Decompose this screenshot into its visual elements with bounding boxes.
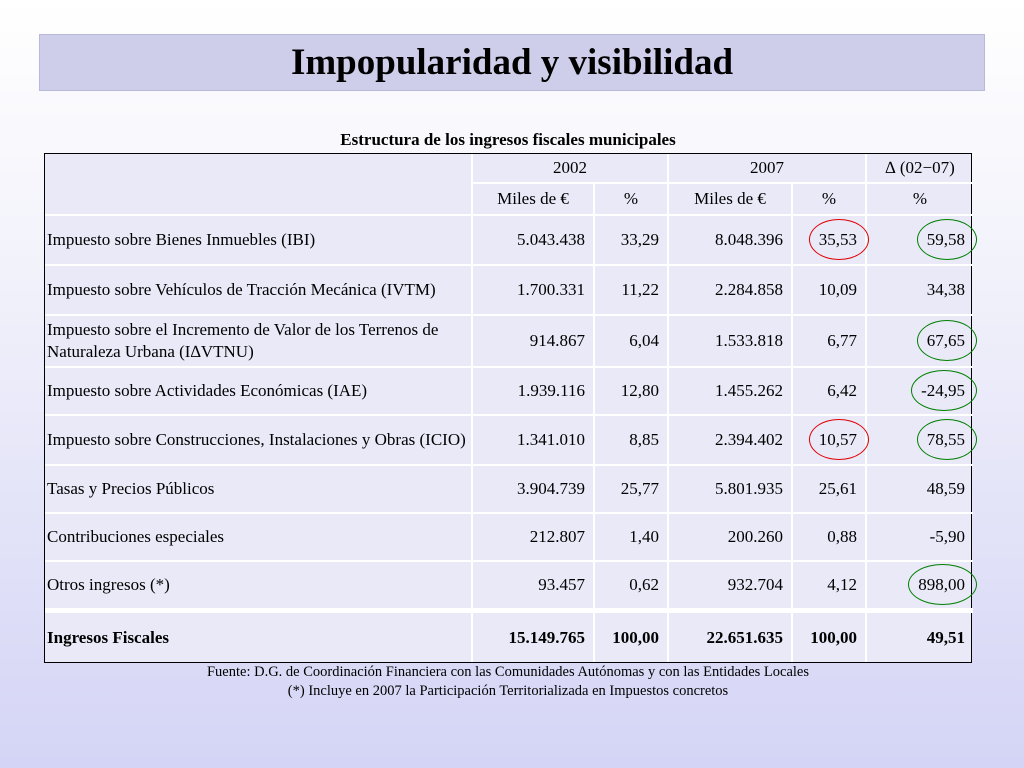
green-highlight-circle: 898,00: [918, 575, 965, 594]
header-year-2002: 2002: [473, 154, 669, 184]
row-value-2002: 914.867: [473, 316, 595, 368]
row-value-2002: 212.807: [473, 514, 595, 562]
row-concept: Otros ingresos (*): [45, 562, 473, 610]
row-concept: Impuesto sobre Bienes Inmuebles (IBI): [45, 216, 473, 266]
row-pct-2002: 12,80: [595, 368, 669, 416]
row-pct-2002: 25,77: [595, 466, 669, 514]
row-pct-2002: 6,04: [595, 316, 669, 368]
green-highlight-circle: 78,55: [926, 430, 965, 449]
red-highlight-circle: 35,53: [818, 230, 857, 249]
row-value-2002: 5.043.438: [473, 216, 595, 266]
header-blank-cell: [45, 154, 473, 216]
green-highlight-circle: 67,65: [926, 331, 965, 350]
row-pct-2007: 10,09: [793, 266, 867, 316]
row-pct-2007: 6,77: [793, 316, 867, 368]
table-row: [45, 562, 973, 610]
total-row: [45, 610, 973, 662]
row-value-2007: 200.260: [669, 514, 793, 562]
row-delta: -5,90: [867, 514, 973, 562]
row-pct-2002: 33,29: [595, 216, 669, 266]
row-concept: Tasas y Precios Públicos: [45, 466, 473, 514]
row-delta: [867, 416, 973, 466]
table-caption: Estructura de los ingresos fiscales municipales: [340, 130, 676, 149]
row-pct-2007: 4,12: [793, 562, 867, 610]
row-value-2007: 2.394.402: [669, 416, 793, 466]
row-pct-2007: 6,42: [793, 368, 867, 416]
row-value-2002: 93.457: [473, 562, 595, 610]
table-row: [45, 466, 973, 514]
row-delta: 48,59: [867, 466, 973, 514]
row-delta: [867, 368, 973, 416]
row-concept: Impuesto sobre Actividades Económicas (IAE): [45, 368, 473, 416]
income-table-container: [44, 153, 972, 663]
row-value-2002: 1.700.331: [473, 266, 595, 316]
subheader-pct-2002: %: [595, 184, 669, 216]
row-pct-2002: 1,40: [595, 514, 669, 562]
row-pct-2007: 25,61: [793, 466, 867, 514]
green-highlight-circle: 59,58: [926, 230, 965, 249]
row-value-2007: 8.048.396: [669, 216, 793, 266]
title-bar: [39, 34, 985, 91]
header-delta: ∆ (02−07): [867, 154, 973, 184]
red-highlight-circle: 10,57: [818, 430, 857, 449]
subheader-miles-2002: Miles de €: [473, 184, 595, 216]
row-concept: Contribuciones especiales: [45, 514, 473, 562]
row-delta: [867, 316, 973, 368]
income-table: [45, 154, 973, 662]
green-highlight-circle: -24,95: [921, 381, 965, 400]
table-row: [45, 316, 973, 368]
row-value-2002: 1.939.116: [473, 368, 595, 416]
header-row-years: [45, 154, 973, 184]
row-pct-2007: [793, 216, 867, 266]
total-value-2002: 15.149.765: [473, 610, 595, 662]
table-row: [45, 416, 973, 466]
asterisk-note: (*) Incluye en 2007 la Participación Territorializada en Impuestos concretos: [287, 683, 729, 699]
header-year-2007: 2007: [669, 154, 867, 184]
page-title: Impopularidad y visibilidad: [290, 42, 734, 83]
row-value-2007: 1.455.262: [669, 368, 793, 416]
total-delta: 49,51: [867, 610, 973, 662]
subheader-miles-2007: Miles de €: [669, 184, 793, 216]
row-delta: 34,38: [867, 266, 973, 316]
row-value-2002: 3.904.739: [473, 466, 595, 514]
row-value-2002: 1.341.010: [473, 416, 595, 466]
row-value-2007: 1.533.818: [669, 316, 793, 368]
row-pct-2002: 8,85: [595, 416, 669, 466]
row-delta: [867, 562, 973, 610]
table-row: [45, 266, 973, 316]
subheader-pct-delta: %: [867, 184, 973, 216]
row-value-2007: 932.704: [669, 562, 793, 610]
row-delta: [867, 216, 973, 266]
row-pct-2007: 0,88: [793, 514, 867, 562]
table-row: [45, 368, 973, 416]
source-note: Fuente: D.G. de Coordinación Financiera con las Comunidades Autónomas y con las Entidades Locales: [206, 664, 810, 680]
row-concept: Impuesto sobre Construcciones, Instalaciones y Obras (ICIO): [45, 416, 473, 466]
row-value-2007: 5.801.935: [669, 466, 793, 514]
table-row: [45, 216, 973, 266]
row-concept: Impuesto sobre el Incremento de Valor de los Terrenos de Naturaleza Urbana (I∆VTNU): [45, 316, 473, 368]
row-pct-2007: [793, 416, 867, 466]
row-pct-2002: 0,62: [595, 562, 669, 610]
subheader-pct-2007: %: [793, 184, 867, 216]
total-concept: Ingresos Fiscales: [45, 610, 473, 662]
table-row: [45, 514, 973, 562]
total-pct-2002: 100,00: [595, 610, 669, 662]
total-value-2007: 22.651.635: [669, 610, 793, 662]
row-pct-2002: 11,22: [595, 266, 669, 316]
row-concept: Impuesto sobre Vehículos de Tracción Mecánica (IVTM): [45, 266, 473, 316]
row-value-2007: 2.284.858: [669, 266, 793, 316]
footnotes: [44, 663, 972, 701]
total-pct-2007: 100,00: [793, 610, 867, 662]
